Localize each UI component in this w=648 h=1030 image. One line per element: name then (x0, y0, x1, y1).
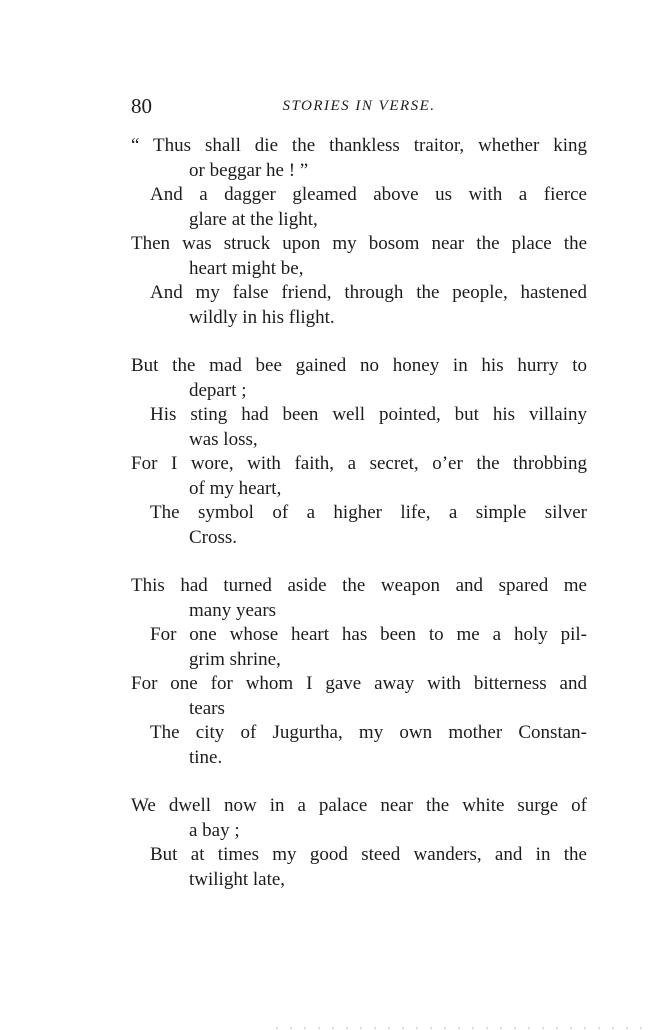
verse-line: a bay ; (189, 819, 240, 841)
verse-line: of my heart, (189, 477, 282, 499)
verse-line: But the mad bee gained no honey in his hurry to (131, 355, 587, 376)
verse-line: heart might be, (189, 257, 304, 279)
page-number: 80 (131, 94, 152, 118)
verse-line: or beggar he ! ” (189, 159, 309, 181)
verse-line: The symbol of a higher life, a simple silver (150, 502, 587, 523)
verse-line: For one whose heart has been to me a holy pil- (150, 624, 587, 645)
verse-line: depart ; (189, 379, 247, 401)
page-edge-specks (270, 1026, 648, 1030)
verse-line: For one for whom I gave away with bitterness and (131, 673, 587, 694)
verse-line: glare at the light, (189, 208, 318, 230)
verse-line: The city of Jugurtha, my own mother Constan- (150, 722, 587, 743)
stanza (131, 134, 587, 330)
verse-line: grim shrine, (189, 648, 281, 670)
verse-line: This had turned aside the weapon and spared me (131, 575, 587, 596)
running-head: STORIES IN VERSE. (282, 98, 436, 114)
stanza (131, 574, 587, 770)
verse-line: “ Thus shall die the thankless traitor, whether king (131, 135, 587, 156)
verse-line: Then was struck upon my bosom near the place the (131, 233, 587, 254)
verse-line: was loss, (189, 428, 258, 450)
verse-line: twilight late, (189, 868, 286, 890)
verse-line: His sting had been well pointed, but his villainy (150, 404, 587, 425)
stanza (131, 794, 587, 892)
verse-line: We dwell now in a palace near the white surge of (131, 795, 587, 816)
verse-line: For I wore, with faith, a secret, o’er the throbbing (131, 453, 587, 474)
verse-line: tine. (189, 746, 223, 768)
verse-line: wildly in his flight. (189, 306, 335, 328)
verse-line: Cross. (189, 526, 238, 548)
verse-line: tears (189, 697, 225, 719)
verse-line: And a dagger gleamed above us with a fierce (150, 184, 587, 205)
verse-line: And my false friend, through the people, hastened (150, 282, 587, 303)
verse-line: But at times my good steed wanders, and in the (150, 844, 587, 865)
verse-line: many years (189, 599, 277, 621)
page-header (131, 94, 587, 120)
poem-body (131, 134, 587, 916)
stanza (131, 354, 587, 550)
